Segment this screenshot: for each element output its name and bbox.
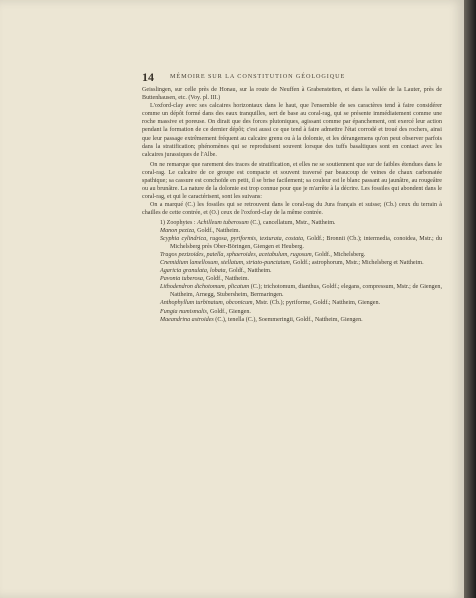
fossil-entry: Manon peziza, Goldf., Nattheim. bbox=[160, 227, 241, 234]
paragraph: On a marqué (C.) les fossiles qui se retrouvent dans le coral-rag du Jura français et suisse; (Cb.) ceux du terrain à chailles de cette contrée, et (O.) ceux de l'oxford-clay de la même contrée. bbox=[142, 202, 442, 217]
fossil-entry: Anthophyllum turbinatum, obconicum, Mstr. (Cb.); pyriforme, Goldf.; Nattheim, Giengen. bbox=[160, 300, 381, 307]
paragraph: Geisslingen, sur celle près de Honau, sur la route de Neuffen à Grabenstetten, et dans la vallée de la Lauter, près de Buttenhausen, etc. (Voy. pl. III.) bbox=[142, 87, 442, 102]
fossil-entry: Scyphia cylindrica, rugosa, pyriformis, texturata, costata, Goldf.; Bronnii (Cb.); intermedia, conoidea, Mstr.; du Michelsberg près Ober-Böringen, Giengen et Heuberg. bbox=[160, 235, 442, 250]
body-text bbox=[142, 86, 442, 324]
fossil-entry: Tragos pezizoides, patella, sphaeroides, acetabulum, rugosum, Goldf., Michelsberg. bbox=[160, 251, 366, 258]
fossil-entry: Maeandrina astroides (C.), tenella (C.), Soemmeringii, Goldf., Nattheim, Giengen. bbox=[160, 316, 363, 323]
fossil-entry: Pavonia tuberosa, Goldf., Nattheim. bbox=[160, 276, 249, 283]
fossil-entry: Fungia numismalis, Goldf., Giengen. bbox=[160, 308, 251, 315]
fossil-entry: Agaricia granulata, lobata, Goldf., Nattheim. bbox=[160, 268, 272, 275]
fossil-entry: Cnemidium lamellosum, stellatum, striato-punctatum, Goldf.; astrophorum, Mstr.; Michelsberg et Nattheim. bbox=[160, 259, 424, 266]
page-number: 14 bbox=[142, 70, 154, 84]
fossil-entry: 1) Zoophytes : Achilleum tuberosum (C.), cancellatum, Mstr., Nattheim. bbox=[160, 219, 336, 226]
fossil-list bbox=[142, 219, 442, 324]
paragraph: L'oxford-clay avec ses calcaires horizontaux dans le haut, que l'ensemble de ses caractères tend à faire considérer comme un dépôt formé dans des eaux tranquilles, sert de base au coral-rag, qui se présente immédiatement comme une roche massive et poreuse. On dirait que des forces plutoniques, agissant comme par épanchement, ont exercé leur action pendant la formation de ce dernier dépôt; c'est aussi ce que tend à faire admettre l'état corrodé et troué des rochers, ainsi que leur passage extrêmement fréquent au calcaire grenu ou à la dolomie, et les dérangemens qu'on peut observer parfois dans la stratification; phénomènes qui se reproduisent souvent lorsque des tuffs basaltiques sont en contact avec les calcaires jurassiques de l'Albe. bbox=[142, 103, 442, 158]
fossil-entry: Lithodendron dichotomum, plicatum (C.); trichotomum, dianthus, Goldf.; elegans, compressum, Mstr.; de Giengen, Nattheim, Arnegg, Stubersheim, Bermaringen. bbox=[160, 284, 443, 299]
page-header bbox=[142, 70, 432, 85]
paragraph: On ne remarque que rarement des traces de stratification, et elles ne se soutiennent que sur de faibles étendues dans le coral-rag. Le calcaire de ce groupe est compacte et souvent traversé par beaucoup de veines de chaux carbonatée spathique; sa cassure est conchoïde en petit, il se brise facilement; sa couleur est le blanc passant au jaunâtre, au rougeâtre ou au brunâtre. La nature de la dolomie est trop connue pour que je m'arrête à la décrire. Les fossiles qui abondent dans le coral-rag, et qui le caractérisent, sont les suivans: bbox=[142, 161, 442, 201]
running-title: MÉMOIRE SUR LA CONSTITUTION GÉOLOGIQUE bbox=[170, 73, 346, 80]
page-edge-shadow bbox=[464, 0, 476, 598]
